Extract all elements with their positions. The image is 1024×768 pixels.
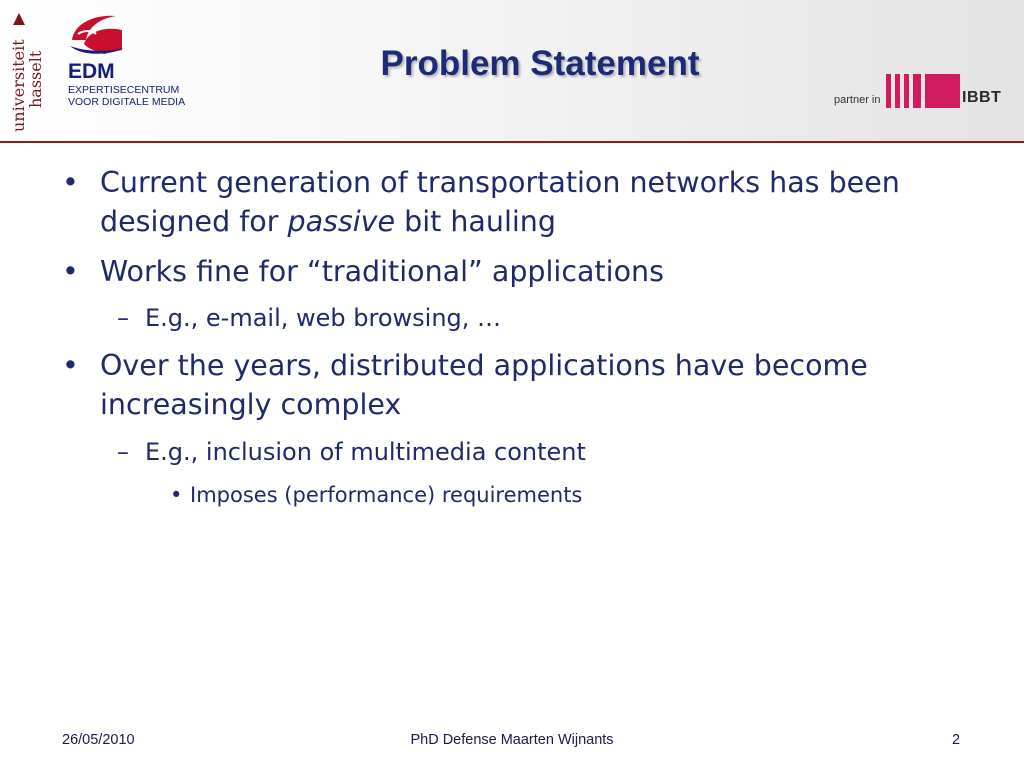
bullet-text: Over the years, distributed applications have become increasingly complex <box>100 349 868 421</box>
subbullet-dash: – <box>117 438 129 466</box>
slide-title: Problem Statement <box>380 44 700 83</box>
bullet-dot: • <box>62 255 79 288</box>
uhasselt-triangle-icon <box>12 12 26 26</box>
footer-date: 26/05/2010 <box>62 732 135 748</box>
subbullet-text: E.g., e-mail, web browsing, … <box>145 304 502 332</box>
bullet-text-emphasis: passive <box>287 205 396 238</box>
subsubbullet-dot: • <box>170 483 183 507</box>
edm-logo-name: EDM <box>68 60 115 83</box>
ibbt-logo-name: IBBT <box>962 89 1002 106</box>
bullet-dot: • <box>62 166 79 199</box>
uhasselt-logo-line1: universiteit <box>9 39 28 132</box>
bullet-text-part2: bit hauling <box>395 205 556 238</box>
uhasselt-logo <box>10 39 44 132</box>
edm-logo-subtitle-line1: EXPERTISECENTRUM <box>68 84 180 96</box>
subbullet-text: E.g., inclusion of multimedia content <box>145 438 586 466</box>
uhasselt-logo-line2: hasselt <box>26 50 45 108</box>
bullet-works-fine <box>62 252 950 291</box>
bullet-over-the-years <box>62 346 950 424</box>
subsubbullet-text: Imposes (performance) requirements <box>190 483 583 507</box>
subbullet-multimedia <box>117 437 945 467</box>
ibbt-logo-icon <box>886 74 962 108</box>
footer-title: PhD Defense Maarten Wijnants <box>410 732 614 748</box>
header-divider <box>0 141 1024 143</box>
subbullet-email-browsing <box>117 303 945 333</box>
partner-in-label: partner in <box>834 94 881 106</box>
subbullet-dash: – <box>117 304 129 332</box>
bullet-current-generation <box>62 163 950 241</box>
edm-logo-subtitle-line2: VOOR DIGITALE MEDIA <box>68 96 186 108</box>
edm-logo-subtitle <box>68 84 185 108</box>
bullet-text: Works fine for “traditional” applications <box>100 255 664 288</box>
bullet-text-part1: Current generation of transportation networks has been designed for <box>100 166 900 238</box>
edm-logo-icon <box>68 10 126 60</box>
bullet-dot: • <box>62 349 79 382</box>
footer-page-number: 2 <box>952 732 961 748</box>
subsubbullet-requirements <box>170 482 950 508</box>
